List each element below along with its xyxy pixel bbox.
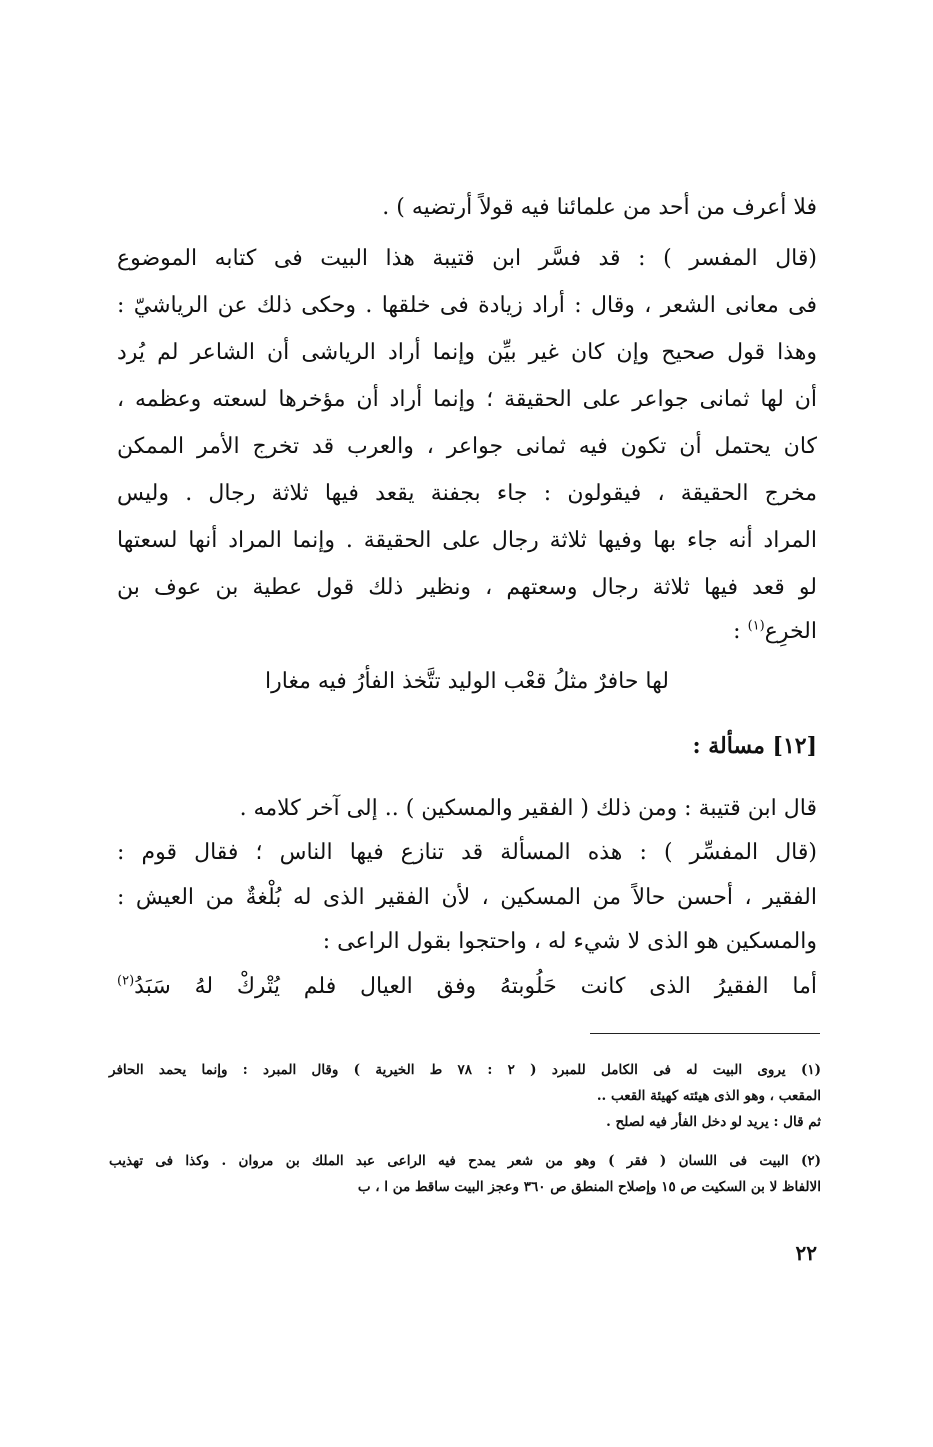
paragraph-line: وهذا قول صحيح وإن كان غير بيِّن وإنما أراد الرياشى أن الشاعر لم يُرد [117,340,817,365]
paragraph-line: أن لها ثمانى جواعر على الحقيقة ؛ وإنما أراد أن مؤخرها لسعته وعظمه ، [117,387,817,412]
paragraph-line-last [117,612,817,652]
footnote-line: ثم قال : يريد لو دخل الفأر فيه لصلح . [606,1114,821,1130]
page-number: ٢٢ [795,1241,817,1265]
paragraph-line: (قال المفسِّر ) : هذه المسألة قد تنازع فيها الناس ؛ فقال قوم : [117,840,817,865]
footnote-line: (٢) البيت فى اللسان ( فقر ) وهو من شعر يمدح فيه الراعى عبد الملك بن مروان . وكذا فى تهذيب [109,1153,821,1169]
paragraph-line: والمسكين هو الذى لا شيء له ، واحتجوا بقول الراعى : [322,929,817,954]
paragraph-line: فى معانى الشعر ، وقال : أراد زيادة فى خلقها . وحكى ذلك عن الرياشيّ : [117,293,817,318]
paragraph-line: الفقير ، أحسن حالاً من المسكين ، لأن الفقير الذى له بُلْغةٌ من العيش : [117,885,818,910]
footnote-line: المقعب ، وهو الذى هيئته كهيئة القعب .. [596,1088,821,1104]
verse-text: أما الفقيرُ الذى كانت حَلُوبتهُ وفق العيال فلم يُتْركْ لهُ سَبَدُ [134,974,817,999]
verse-line: لها حافرٌ مثلُ قعْب الوليد تتَّخذ الفأرُ فيه مغارا [265,669,669,694]
paragraph-line: المراد أنه جاء بها وفيها ثلاثة رجال على الحقيقة . وإنما المراد أنها لسعتها [117,528,817,553]
paragraph-line: كان يحتمل أن تكون فيه ثمانى جواعر ، والعرب قد تخرج الأمر الممكن [117,434,817,459]
footnote-reference: (٢) [117,973,135,989]
paragraph-text: الخرِع [764,619,817,644]
verse-line [117,967,817,1007]
paragraph-line: مخرج الحقيقة ، فيقولون : جاء بجفنة يقعد فيها ثلاثة رجال . وليس [117,481,817,506]
footnote-line: (١) يروى البيت له فى الكامل للمبرد ( ٢ : ٧٨ ط الخيرية ) وقال المبرد : وإنما يحمد الحافر [109,1062,821,1078]
footnote-line: الالفاظ لا بن السكيت ص ١٥ وإصلاح المنطق ص ٣٦٠ وعجز البيت ساقط من ا ، ب [357,1179,821,1195]
paragraph-line: فلا أعرف من أحد من علمائنا فيه قولاً أرتضيه ) . [382,195,817,220]
footnote-reference: (١) [747,618,765,634]
paragraph-line: (قال المفسر ) : قد فسَّر ابن قتيبة هذا البيت فى كتابه الموضوع [117,246,817,271]
section-heading: [١٢] مسألة : [692,733,817,759]
paragraph-line: قال ابن قتيبة : ومن ذلك ( الفقير والمسكين ) .. إلى آخر كلامه . [239,796,817,821]
paragraph-line: لو قعد فيها ثلاثة رجال وسعتهم ، ونظير ذلك قول عطية بن عوف بن [117,575,817,600]
footnote-divider [590,1033,820,1034]
paragraph-text: : [733,619,748,644]
